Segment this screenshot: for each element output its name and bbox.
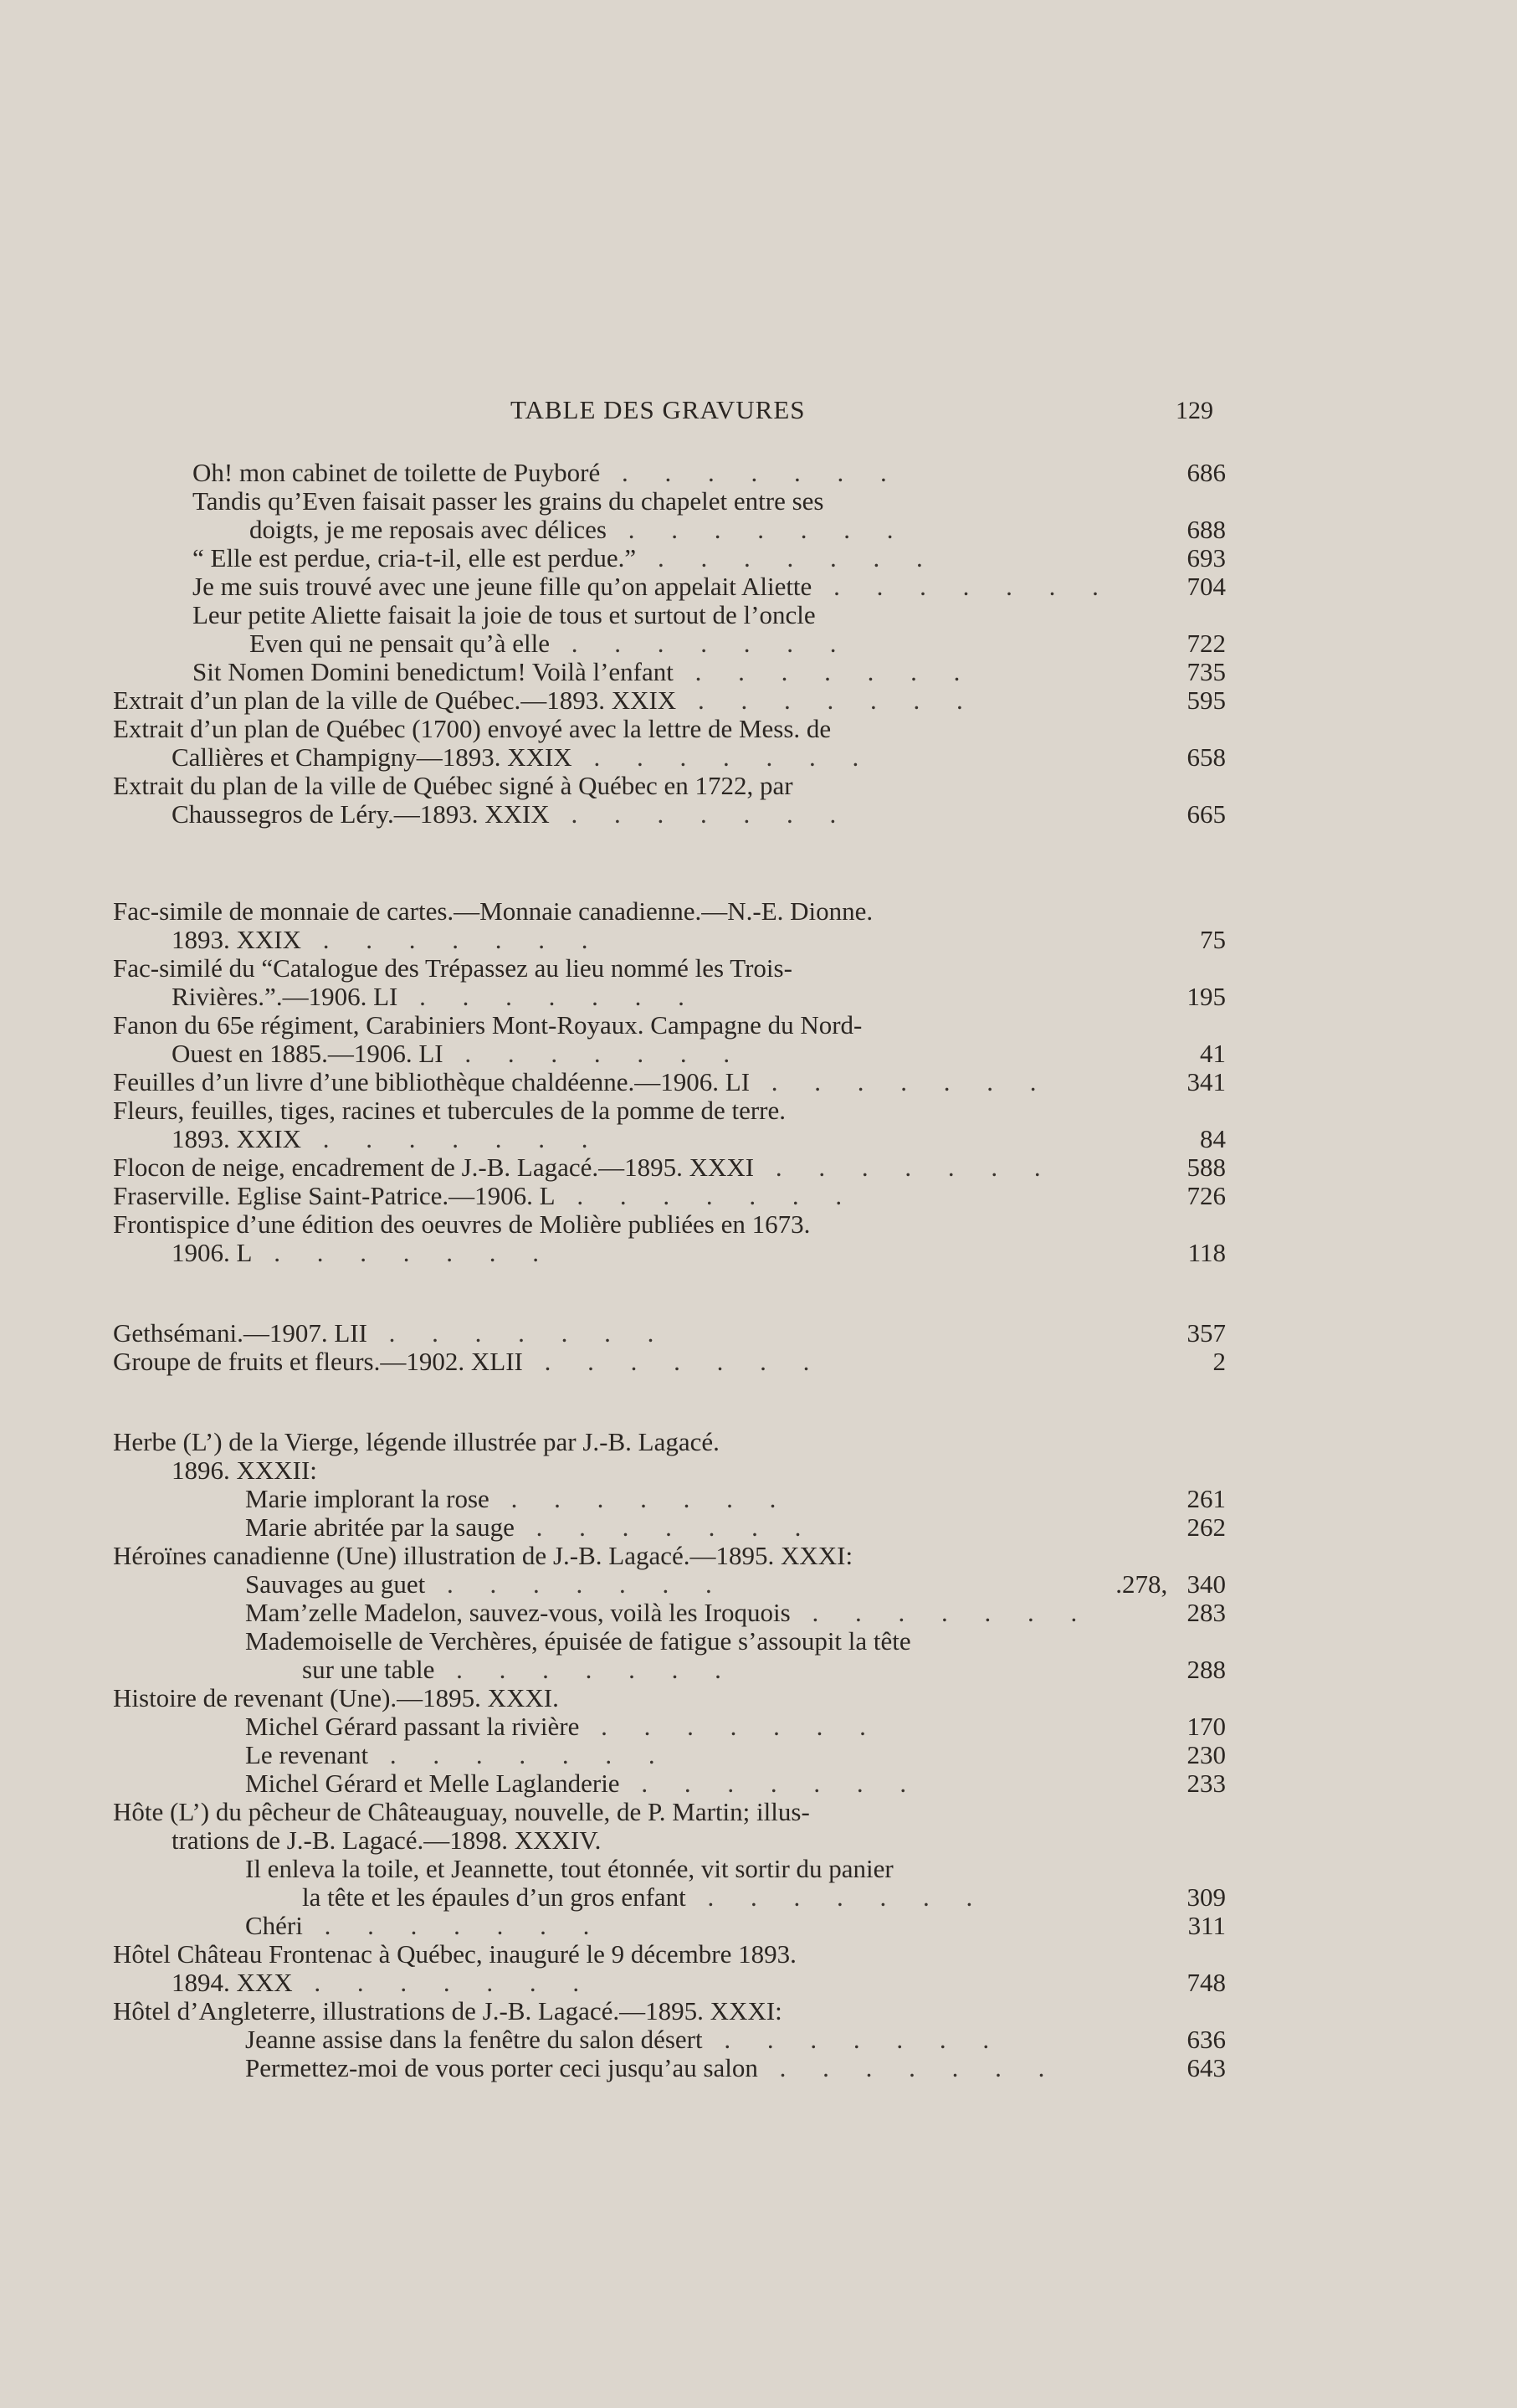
entry-page-number: 2 xyxy=(1212,1347,1226,1376)
leader-dots: . . . . . . . xyxy=(606,516,909,544)
index-entry xyxy=(113,1153,1226,1182)
entry-line: Groupe de fruits et fleurs.—1902. XLII . . . . . . . xyxy=(113,1348,825,1376)
entry-line: Herbe (L’) de la Vierge, légende illustrée par J.-B. Lagacé. xyxy=(113,1427,720,1456)
index-entry xyxy=(245,1599,1226,1627)
index-entry xyxy=(113,1684,1226,1712)
leader-dots: . . . . . . . xyxy=(555,1182,858,1210)
leader-dots: . . . . . . . xyxy=(812,572,1114,601)
entry-page-number: 693 xyxy=(1186,543,1226,572)
leader-dots: . . . . . . . xyxy=(366,1319,669,1348)
leader-dots: . . . . . . . xyxy=(301,926,603,954)
entry-page-number: 722 xyxy=(1186,629,1226,658)
page-number: 129 xyxy=(1176,397,1213,424)
leader-dots: . . . . . . . xyxy=(434,1656,736,1684)
index-entry xyxy=(113,772,1226,829)
leader-dots: . . . . . . . xyxy=(302,1912,605,1940)
index-entry xyxy=(192,658,1226,686)
leader-dots: . . . . . . . xyxy=(685,1883,988,1912)
index-entry xyxy=(245,2054,1226,2082)
entry-page-number: 41 xyxy=(1200,1039,1226,1068)
index-entry xyxy=(245,1741,1226,1769)
leader-dots: . . . . . . . xyxy=(750,1068,1052,1096)
entry-page-number: 726 xyxy=(1186,1181,1226,1210)
entry-line: 1894. XXX . . . . . . . xyxy=(172,1969,595,1997)
entry-line: Fraserville. Eglise Saint-Patrice.—1906. L . . . . . . . xyxy=(113,1182,858,1210)
leader-dots: . . . . . . . xyxy=(619,1769,922,1798)
entry-page-number: 75 xyxy=(1200,925,1226,954)
leader-dots: . . . . . . . xyxy=(757,2054,1060,2082)
entry-page-number: .278, 340 xyxy=(1115,1569,1226,1599)
entry-line: Rivières.”.—1906. LI . . . . . . . xyxy=(172,983,700,1011)
entry-line: Hôtel Château Frontenac à Québec, inauguré le 9 décembre 1893. xyxy=(113,1939,797,1969)
leader-dots: . . . . . . . xyxy=(790,1599,1093,1627)
index-entry xyxy=(113,1348,1226,1376)
entry-line: Chéri . . . . . . . xyxy=(245,1912,605,1940)
entry-line: Hôtel d’Angleterre, illustrations de J.-B. Lagacé.—1895. XXXI: xyxy=(113,1996,782,2025)
entry-line: Chaussegros de Léry.—1893. XXIX . . . . . . . xyxy=(172,800,852,829)
index-entry xyxy=(245,2025,1226,2054)
index-entry xyxy=(113,954,1226,1011)
entry-page-number: 283 xyxy=(1186,1598,1226,1627)
index-entry xyxy=(245,1513,1226,1542)
entry-page-number: 704 xyxy=(1186,572,1226,601)
entry-line: “ Elle est perdue, cria-t-il, elle est perdue.” . . . . . . . xyxy=(192,544,938,572)
entry-line: Hôte (L’) du pêcheur de Châteauguay, nouvelle, de P. Martin; illus- xyxy=(113,1797,810,1826)
entry-line: trations de J.-B. Lagacé.—1898. XXXIV. xyxy=(172,1825,602,1855)
entry-line: Il enleva la toile, et Jeannette, tout étonnée, vit sortir du panier xyxy=(245,1854,894,1883)
leader-dots: . . . . . . . xyxy=(522,1348,825,1376)
leader-dots: . . . . . . . xyxy=(489,1485,792,1513)
entry-line: 1893. XXIX . . . . . . . xyxy=(172,926,603,954)
entry-page-number: 230 xyxy=(1186,1740,1226,1769)
leader-dots: . . . . . . . xyxy=(676,686,978,715)
entry-line: Callières et Champigny—1893. XXIX . . . . . . . xyxy=(172,743,874,772)
leader-dots: . . . . . . . xyxy=(549,629,852,658)
entry-page-number: 262 xyxy=(1186,1512,1226,1542)
index-entry xyxy=(113,1428,1226,1485)
index-entry xyxy=(113,1542,1226,1570)
entry-page-number: 170 xyxy=(1186,1712,1226,1741)
index-entry xyxy=(113,1068,1226,1096)
entry-line: 1906. L . . . . . . . xyxy=(172,1239,554,1267)
leader-dots: . . . . . . . xyxy=(301,1125,603,1153)
leader-dots: . . . . . . . xyxy=(549,800,852,829)
index-list xyxy=(113,459,1226,2134)
index-entry xyxy=(113,897,1226,954)
index-entry xyxy=(113,1940,1226,1997)
index-group xyxy=(113,459,1226,829)
entry-line: Mademoiselle de Verchères, épuisée de fatigue s’assoupit la tête xyxy=(245,1626,911,1656)
entry-line: Permettez-moi de vous porter ceci jusqu’au salon . . . . . . . xyxy=(245,2054,1060,2082)
index-entry xyxy=(245,1570,1226,1599)
entry-line: Héroïnes canadienne (Une) illustration de J.-B. Lagacé.—1895. XXXI: xyxy=(113,1541,853,1570)
leader-dots: . . . . . . . xyxy=(600,459,902,487)
entry-line: Leur petite Aliette faisait la joie de tous et surtout de l’oncle xyxy=(192,600,816,629)
entry-line: Mam’zelle Madelon, sauvez-vous, voilà les Iroquois . . . . . . . xyxy=(245,1599,1093,1627)
entry-line: Marie abritée par la sauge . . . . . . . xyxy=(245,1513,817,1542)
entry-page-number: 636 xyxy=(1186,2025,1226,2054)
entry-line: Flocon de neige, encadrement de J.-B. Lagacé.—1895. XXXI . . . . . . . xyxy=(113,1153,1056,1182)
leader-dots: . . . . . . . xyxy=(368,1741,670,1769)
entry-page-number: 588 xyxy=(1186,1153,1226,1182)
index-entry xyxy=(113,1011,1226,1068)
entry-line: Feuilles d’un livre d’une bibliothèque chaldéenne.—1906. LI . . . . . . . xyxy=(113,1068,1052,1096)
index-entry xyxy=(192,487,1226,544)
entry-page-number: 261 xyxy=(1186,1484,1226,1513)
entry-line: la tête et les épaules d’un gros enfant . . . . . . . xyxy=(302,1883,988,1912)
entry-page-number: 595 xyxy=(1186,685,1226,715)
leader-dots: . . . . . . . xyxy=(252,1239,554,1267)
entry-line: Fac-similé du “Catalogue des Trépassez au lieu nommé les Trois- xyxy=(113,953,792,983)
entry-page-number: 748 xyxy=(1186,1968,1226,1997)
index-entry xyxy=(192,601,1226,658)
leader-dots: . . . . . . . xyxy=(571,743,874,772)
index-entry xyxy=(113,1182,1226,1210)
index-entry xyxy=(245,1769,1226,1798)
entry-page-number: 118 xyxy=(1187,1238,1226,1267)
entry-page-number: 658 xyxy=(1186,742,1226,772)
index-entry xyxy=(113,1096,1226,1153)
index-group xyxy=(113,1428,1226,2082)
index-entry xyxy=(245,1485,1226,1513)
index-entry xyxy=(113,1210,1226,1267)
leader-dots: . . . . . . . xyxy=(425,1570,727,1599)
entry-line: Jeanne assise dans la fenêtre du salon désert . . . . . . . xyxy=(245,2025,1005,2054)
entry-line: Michel Gérard passant la rivière . . . . . . . xyxy=(245,1712,881,1741)
index-entry xyxy=(113,1997,1226,2025)
entry-line: 1893. XXIX . . . . . . . xyxy=(172,1125,603,1153)
index-entry xyxy=(245,1855,1226,1912)
entry-line: Le revenant . . . . . . . xyxy=(245,1741,670,1769)
entry-line: Ouest en 1885.—1906. LI . . . . . . . xyxy=(172,1040,746,1068)
index-entry xyxy=(113,686,1226,715)
entry-page-number: 643 xyxy=(1186,2053,1226,2082)
entry-line: Oh! mon cabinet de toilette de Puyboré . . . . . . . xyxy=(192,459,902,487)
entry-line: Sit Nomen Domini benedictum! Voilà l’enfant . . . . . . . xyxy=(192,658,976,686)
entry-page-number: 233 xyxy=(1186,1769,1226,1798)
entry-line: Fac-simile de monnaie de cartes.—Monnaie canadienne.—N.-E. Dionne. xyxy=(113,896,874,926)
entry-line: Fanon du 65e régiment, Carabiniers Mont-Royaux. Campagne du Nord- xyxy=(113,1010,863,1040)
entry-line: Michel Gérard et Melle Laglanderie . . . . . . . xyxy=(245,1769,922,1798)
index-entry xyxy=(245,1912,1226,1940)
index-entry xyxy=(245,1627,1226,1684)
entry-page-number: 688 xyxy=(1186,515,1226,544)
entry-line: Frontispice d’une édition des oeuvres de Molière publiées en 1673. xyxy=(113,1209,811,1239)
entry-line: Extrait d’un plan de la ville de Québec.—1893. XXIX . . . . . . . xyxy=(113,686,978,715)
leader-dots: . . . . . . . xyxy=(579,1712,881,1741)
entry-line: Histoire de revenant (Une).—1895. XXXI. xyxy=(113,1683,559,1712)
entry-line: Sauvages au guet . . . . . . . xyxy=(245,1570,727,1599)
index-entry xyxy=(113,1798,1226,1855)
index-group xyxy=(113,1319,1226,1376)
leader-dots: . . . . . . . xyxy=(673,658,976,686)
entry-page-number: 84 xyxy=(1200,1124,1226,1153)
page-header xyxy=(117,395,1213,437)
entry-page-number: 195 xyxy=(1186,982,1226,1011)
entry-page-number: 288 xyxy=(1186,1655,1226,1684)
leader-dots: . . . . . . . xyxy=(397,983,700,1011)
index-entry xyxy=(245,1712,1226,1741)
entry-page-number: 357 xyxy=(1186,1318,1226,1348)
entry-page-number: 309 xyxy=(1186,1882,1226,1912)
entry-line: Extrait du plan de la ville de Québec signé à Québec en 1722, par xyxy=(113,771,793,800)
index-entry xyxy=(113,715,1226,772)
entry-page-number: 665 xyxy=(1186,799,1226,829)
entry-page-number: 686 xyxy=(1186,458,1226,487)
entry-line: Even qui ne pensait qu’à elle . . . . . . . xyxy=(249,629,852,658)
index-group xyxy=(113,897,1226,1267)
leader-dots: . . . . . . . xyxy=(443,1040,746,1068)
entry-line: Extrait d’un plan de Québec (1700) envoyé avec la lettre de Mess. de xyxy=(113,714,832,743)
entry-page-number: 311 xyxy=(1187,1911,1226,1940)
index-entry xyxy=(192,544,1226,572)
leader-dots: . . . . . . . xyxy=(514,1513,817,1542)
entry-line: doigts, je me reposais avec délices . . . . . . . xyxy=(249,516,909,544)
entry-line: sur une table . . . . . . . xyxy=(302,1656,736,1684)
index-entry xyxy=(192,572,1226,601)
entry-page-number: 735 xyxy=(1186,657,1226,686)
leader-dots: . . . . . . . xyxy=(702,2025,1005,2054)
entry-line: Fleurs, feuilles, tiges, racines et tubercules de la pomme de terre. xyxy=(113,1096,786,1125)
entry-line: Marie implorant la rose . . . . . . . xyxy=(245,1485,792,1513)
leader-dots: . . . . . . . xyxy=(636,544,938,572)
entry-line: 1896. XXXII: xyxy=(172,1456,317,1485)
entry-line: Je me suis trouvé avec une jeune fille qu’on appelait Aliette . . . . . . . xyxy=(192,572,1114,601)
leader-dots: . . . . . . . xyxy=(754,1153,1056,1182)
entry-line: Tandis qu’Even faisait passer les grains du chapelet entre ses xyxy=(192,486,824,516)
index-entry xyxy=(113,1319,1226,1348)
leader-dots: . . . . . . . xyxy=(292,1969,595,1997)
entry-page-number: 341 xyxy=(1186,1067,1226,1096)
index-entry xyxy=(192,459,1226,487)
page-title: TABLE DES GRAVURES xyxy=(510,395,806,424)
entry-line: Gethsémani.—1907. LII . . . . . . . xyxy=(113,1319,669,1348)
